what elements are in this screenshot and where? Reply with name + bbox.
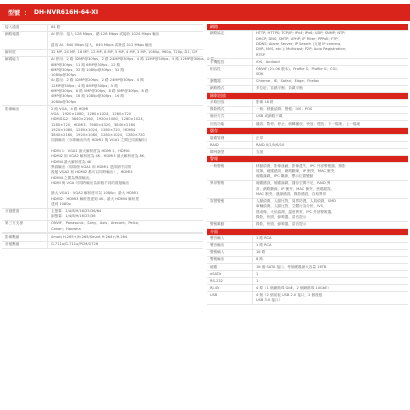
spec-value <box>253 257 408 263</box>
spec-label: 影像壓縮 <box>2 234 48 240</box>
spec-value <box>253 121 408 127</box>
spec-label: 備份方式 <box>207 114 253 120</box>
spec-value <box>48 242 203 248</box>
spec-row <box>207 114 408 121</box>
spec-label: 異常警報 <box>207 181 253 198</box>
spec-value-line: 8 路 <box>256 257 264 262</box>
spec-value-line: 一般；移動偵測；警報；IVS；POS <box>256 107 313 112</box>
spec-value-line: 錄影，快照，蜂鳴器，語音提示 <box>256 215 307 220</box>
spec-row <box>207 264 408 271</box>
spec-value-line: RTSP <box>256 52 265 57</box>
spec-value <box>253 100 408 106</box>
spec-value-line: USB 3.0 接口） <box>256 298 283 303</box>
spec-row <box>207 285 408 292</box>
spec-label: 警報聯動 <box>207 222 253 228</box>
spec-value <box>253 243 408 249</box>
spec-value <box>48 32 203 49</box>
spec-value-line: 支援 <box>256 149 264 154</box>
spec-row <box>2 25 203 32</box>
spec-label: 磁碟管理 <box>207 135 253 141</box>
spec-value-line: MAC 衝突，連線錯誤，錄影錯誤，存取異常 <box>256 192 327 197</box>
model-number: DH-NVR616H-64-XI <box>34 9 99 16</box>
spec-value <box>253 59 408 65</box>
spec-value <box>253 250 408 256</box>
spec-value <box>253 107 408 113</box>
model-label: 型號 <box>8 10 21 17</box>
spec-label: 錄影模式 <box>207 107 253 113</box>
spec-value-line: 硬碟錯誤，硬碟滿載，儲存空間不足，RAID 異 <box>256 181 331 186</box>
spec-row <box>2 106 203 208</box>
spec-value <box>253 135 408 141</box>
spec-row <box>2 221 203 233</box>
spec-value <box>253 79 408 85</box>
spec-value-line: 1 路 RCA <box>256 243 272 248</box>
spec-value-line: HDMI 與 VGA 可同時輸出為兩個不同的視頻輸出 <box>51 180 130 185</box>
spec-label: 瀏覽器 <box>207 79 253 85</box>
spec-value-line: 4 埠（1 個網路埠 GbE，2 個網路埠 10GbE） <box>256 285 331 290</box>
spec-value-line: 6MP@30fps；8 路 5MP@30fps；8 路 5MP@30fps；8 路 <box>51 89 149 93</box>
section-header: 介面 <box>207 229 408 236</box>
spec-row <box>207 79 408 86</box>
spec-row <box>207 135 408 142</box>
spec-value-line: Chrome；IE；Safari；Edge；Firefox <box>256 79 320 84</box>
section-header: 錄影回放 <box>207 93 408 100</box>
section-header: 網路 <box>207 24 408 31</box>
spec-label: 解碼能力 <box>2 57 48 105</box>
spec-value-line: ONVIF；Panasonic；Sony；Axis；Arecont；Pelco； <box>51 221 142 226</box>
spec-value-line: 同源輸出（亦即輸出所有 HDMI1 與 VGA1 之間已同源輸出） <box>51 138 150 143</box>
spec-label: 分割畫面 <box>2 209 48 220</box>
spec-value-line: 移動偵測，影像遮蔽，影像遺失，IPC 外部警報器，錄影 <box>256 163 346 168</box>
spec-row <box>207 149 408 156</box>
spec-value-line: AI 停用：2 路 32MP@30fps；2 路 24MP@30fps；4 路 12MP@30fps；5 路 12MP@30fps；8 路 <box>51 57 215 62</box>
spec-label: 一般警報 <box>207 163 253 180</box>
spec-value-line: 多位址；容錯平衡；負載平衡 <box>256 86 303 91</box>
model-separator: ： <box>24 10 31 17</box>
spec-value <box>48 57 217 105</box>
spec-row <box>2 234 203 241</box>
spec-row <box>207 31 408 59</box>
spec-value-line: 32 MP, 24 MP, 16 MP, 12 MP, 8 MP, 5 MP, 4 MP, 3 MP, 1080p, 960p, 720p, D1, CIF <box>51 50 198 55</box>
spec-value <box>253 66 408 77</box>
spec-value-line: ONVIF (21.06 版本)；Profile S；Profile G；CGI； <box>256 66 341 71</box>
spec-value-line: HDMI4 之間為異源輸出。 <box>51 175 93 180</box>
spec-value-line: 副螢幕：1/4/8/9/16/25/36 <box>51 214 96 219</box>
spec-row <box>207 121 408 128</box>
spec-row <box>207 181 408 199</box>
spec-value <box>253 142 408 148</box>
spec-label: RS-232 <box>207 278 253 284</box>
spec-value <box>253 199 408 221</box>
spec-row <box>207 278 408 285</box>
spec-value-line: 達到 1080p <box>51 202 71 207</box>
spec-value-line: 播放；暫停；停止；倒轉播放；快放；慢放；下一檔案；上一檔案 <box>256 121 361 126</box>
spec-value <box>253 222 408 228</box>
spec-label: 警報輸入 <box>207 250 253 256</box>
spec-value-line: AI 啟用：2 路 32MP@20fps；2 路 24MP@30fps；4 路 <box>51 78 144 83</box>
spec-label: 第三方支援 <box>2 221 48 232</box>
spec-value <box>48 209 203 220</box>
spec-value-line: 最大 VGA1：VGA2 解析度可以 1080p；最大 HDMI1 <box>51 191 139 196</box>
spec-value <box>253 292 408 303</box>
spec-row <box>207 142 408 149</box>
spec-label: 聲音輸出 <box>207 243 253 249</box>
spec-value-line: 1 <box>256 278 259 283</box>
spec-label: 手機監控 <box>207 59 253 65</box>
spec-label: 警報輸出 <box>207 257 253 263</box>
spec-value-line: 8MP@30fps；11 路 6MP@30fps；12 路 <box>51 62 121 67</box>
spec-row <box>207 257 408 264</box>
spec-label: RJ-45 <box>207 285 253 291</box>
spec-value-line: 2 路 VGA，4 路 HDMI <box>51 106 89 111</box>
spec-value-line: VGA：1920×1080，1280×1024，1280×720 <box>51 111 132 116</box>
spec-value-line: 1280×720，HDMI3：7680×4320，3840×2160 <box>51 122 136 127</box>
spec-value-line: HDMI4 最大解析度為 4K <box>51 159 92 164</box>
spec-label: 解析度 <box>2 50 48 56</box>
spec-value-line: 常，網路斷線，IP 衝突，MAC 衝突，密碼錯誤， <box>256 186 335 191</box>
spec-label: 網路頻寬 <box>2 32 48 49</box>
spec-value-line: HDMI 1：VGA1 最大解析度為 HDMI 1；HDMI1 <box>51 149 131 154</box>
spec-value-line: iOS；Android <box>256 59 280 64</box>
spec-value-line: 硬碟滿載，IPC 離線，標示位置變動 <box>256 174 314 179</box>
spec-label: 多路回放 <box>207 100 253 106</box>
spec-columns <box>0 24 410 305</box>
spec-value-line: 啟用 AI：640 Mbps 接入，640 Mbps 或發送 512 Mbps 輸出 <box>51 43 153 48</box>
spec-value-line: HDMI2：HDMI3 解析度達到 4K；最大 HDMI4 解析度 <box>51 196 140 201</box>
spec-row <box>207 163 408 181</box>
spec-row <box>207 271 408 278</box>
spec-value <box>253 236 408 242</box>
spec-row <box>207 59 408 66</box>
spec-value-line: USB 或網路下載 <box>256 114 283 119</box>
spec-value-line: 16 個 SATA 接口，每個硬碟最大容量 16TB <box>256 264 327 269</box>
spec-value-line: 16 路 <box>256 250 266 255</box>
spec-column-right <box>207 24 408 305</box>
spec-label: eSATA <box>207 271 253 277</box>
spec-value-line: 1080p@30fps <box>51 73 77 78</box>
spec-value <box>253 271 408 277</box>
spec-row <box>207 236 408 243</box>
spec-value-line: 車輛偵測，人臉比對，立體行為分析，IVS， <box>256 204 327 209</box>
spec-row <box>2 50 203 57</box>
spec-label: 相容性 <box>207 66 253 77</box>
spec-label: USB <box>207 292 253 303</box>
spec-row <box>207 250 408 257</box>
spec-value-line: 1080p@30fps <box>51 99 77 104</box>
spec-label: 影像輸出 <box>2 106 48 207</box>
spec-value-line: 64 路 <box>51 25 61 30</box>
spec-value <box>253 163 408 180</box>
spec-value-line: 3840×2160，1920×1080，1280×1024，1280×720 <box>51 133 145 138</box>
spec-label: 智慧警報 <box>207 199 253 221</box>
spec-value-line: G.711a/G.711u/PCM/G726 <box>51 241 99 246</box>
spec-label: 網路協定 <box>207 31 253 58</box>
spec-value-line: HDMI2 和 VGA2 解析度為 4K；HDMI3 最大解析度為 8K； <box>51 154 148 159</box>
spec-value-line: 錄影，快照，蜂鳴器，語音提示 <box>256 222 307 227</box>
spec-value <box>48 106 203 207</box>
spec-row <box>207 100 408 107</box>
section-header: 警報 <box>207 156 408 163</box>
section-header: 儲存 <box>207 128 408 135</box>
spec-value <box>253 285 408 291</box>
spec-value-line: 4MP@30fps；16 路 1080p@30fps；16 路 <box>51 94 125 99</box>
spec-value-line: 主螢幕：1/4/8/9/16/25/36/64 <box>51 209 102 214</box>
spec-value-line: DHCP; DNS; SMTP; UPnP; IP Filter; PPPoE; FTP; <box>256 36 339 41</box>
spec-row <box>207 107 408 114</box>
spec-value-line: 12MP@30fps；4 路 8MP@30fps；5 路 <box>51 83 118 88</box>
spec-value-line: 6MP@30fps；32 路 1080p@30fps；32 路 <box>51 67 125 72</box>
spec-value <box>253 149 408 155</box>
spec-label: RAID <box>207 142 253 148</box>
spec-value <box>48 221 203 232</box>
spec-value <box>253 181 408 198</box>
spec-value-line: HDMI1&2：3840×2160，1920×1080，1280×1024， <box>51 117 147 122</box>
spec-row <box>207 292 408 304</box>
spec-value-line: Canon；Hanwha <box>51 226 81 231</box>
spec-row <box>207 243 408 250</box>
spec-row <box>207 66 408 78</box>
spec-value <box>253 86 408 92</box>
spec-value-line: 人臉偵測，人臉比對，周界防護，人員偵測，SMD <box>256 199 337 204</box>
spec-value <box>253 114 408 120</box>
spec-value-line: 異源輸出（即兩個 VGA1 和 HDMI1 是兩個不同的 <box>51 164 132 169</box>
spec-value-line: 4 個（2 個前板 USB 2.0 接口，2 個後板 <box>256 292 323 297</box>
spec-row <box>2 57 215 106</box>
spec-value <box>48 50 203 56</box>
spec-row <box>207 199 408 222</box>
spec-row <box>2 209 203 221</box>
spec-value <box>253 278 408 284</box>
spec-value-line: HTTP; HTTPS; TCP/IP; IPv4; IPv6; UDP; SNMP; NTP; <box>256 31 346 36</box>
spec-value-line: DVR, NVS, etc.); Multicast; P2P; Auto Registration; <box>256 47 347 52</box>
spec-value <box>48 25 203 31</box>
spec-value-line: 1920×1080，1280×1024，1280×720，HDMI4 <box>51 127 136 132</box>
spec-value-line: SDK <box>256 72 264 77</box>
spec-label: 硬碟 <box>207 264 253 270</box>
spec-label: 聲音輸入 <box>207 236 253 242</box>
spec-value-line: 故障，硬碟錯誤，網路斷線，IP 衝突，MAC 衝突， <box>256 169 338 174</box>
spec-value-line: 熱成像，火焰偵測，溫度異常，IPC 外部警報器， <box>256 209 335 214</box>
spec-value-line: 1 路 RCA <box>256 236 272 241</box>
spec-value-line: 影像 16 路 <box>256 100 274 105</box>
spec-value <box>253 31 408 58</box>
spec-row <box>2 242 203 249</box>
spec-label: 陣列類型 <box>207 149 253 155</box>
spec-value-line: Smart H.265+/H.265/Smart H.264+/H.264 <box>51 234 128 239</box>
spec-value-line: 1 <box>256 271 259 276</box>
spec-value <box>253 264 408 270</box>
model-banner <box>0 4 410 21</box>
spec-label: 接入通道 <box>2 25 48 31</box>
spec-value-line: 視頻 VGA2 和 HDMI2 都可以同時輸出），HDMI3 <box>51 170 133 175</box>
spec-value <box>48 234 203 240</box>
spec-row <box>207 222 408 229</box>
spec-row <box>207 86 408 93</box>
spec-value-line: AI 停用：接入 128 Mbps，總 128 Mbps 或接收 1024 Mbps 輸出 <box>51 32 160 37</box>
spec-value-line: RAID 0/1/5/6/10 <box>256 142 285 147</box>
spec-label: 網路模式 <box>207 86 253 92</box>
spec-value-line: DDNS; Alarm Server; IP Search (支援 IP camera, <box>256 41 342 46</box>
spec-value-line: 正常 <box>256 135 264 140</box>
spec-label: 回放功能 <box>207 121 253 127</box>
spec-label: 音頻壓縮 <box>2 242 48 248</box>
spec-row <box>2 32 203 50</box>
